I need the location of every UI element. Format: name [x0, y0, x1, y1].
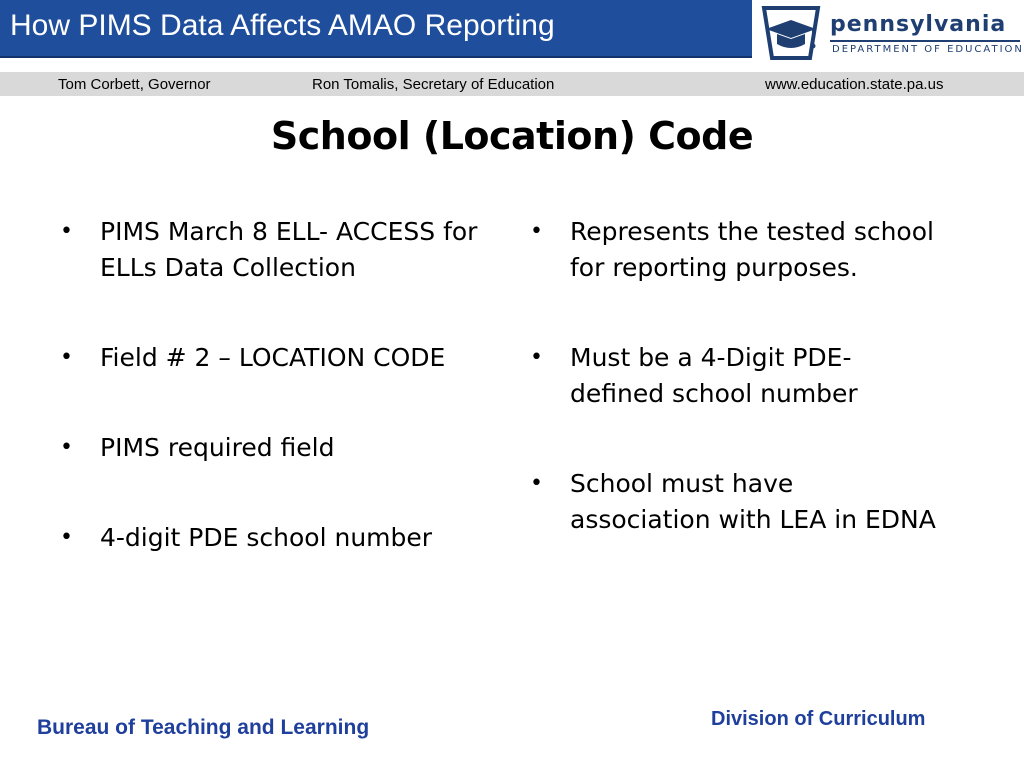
bullet-icon: •: [530, 471, 543, 496]
presentation-title: How PIMS Data Affects AMAO Reporting: [10, 9, 555, 42]
logo-divider: [830, 40, 1020, 42]
list-item: [60, 430, 500, 466]
left-bullet-list: [60, 214, 500, 610]
list-item: [530, 340, 940, 412]
footer-bureau: Bureau of Teaching and Learning: [37, 716, 370, 739]
governor-text: Tom Corbett, Governor: [58, 76, 211, 93]
list-item: [530, 466, 940, 538]
bullet-text: Represents the tested school for reporting purposes.: [570, 217, 934, 282]
bullet-icon: •: [530, 345, 543, 370]
bullet-text: 4-digit PDE school number: [100, 523, 433, 552]
secretary-text: Ron Tomalis, Secretary of Education: [312, 76, 555, 93]
list-item: [60, 340, 500, 376]
bullet-icon: •: [60, 345, 73, 370]
slide-title: School (Location) Code: [270, 114, 754, 158]
footer-division: Division of Curriculum: [711, 708, 926, 730]
pa-education-logo: [752, 0, 1024, 66]
bullet-text: PIMS March 8 ELL- ACCESS for ELLs Data Collection: [100, 217, 478, 282]
bullet-icon: •: [60, 525, 73, 550]
bullet-text: PIMS required field: [100, 433, 335, 462]
bullet-text: Field # 2 – LOCATION CODE: [100, 343, 446, 372]
bullet-text: Must be a 4-Digit PDE-defined school number: [570, 343, 858, 408]
right-bullet-list: [530, 214, 940, 592]
list-item: [60, 214, 500, 286]
logo-wordmark: pennsylvania: [830, 12, 1007, 37]
website-link[interactable]: www.education.state.pa.us: [765, 76, 944, 93]
list-item: [530, 214, 940, 286]
logo-subtitle: DEPARTMENT OF EDUCATION: [832, 44, 1024, 55]
bullet-text: School must have association with LEA in EDNA: [570, 469, 936, 534]
bullet-icon: •: [60, 219, 73, 244]
header-banner: [0, 0, 752, 58]
bullet-icon: •: [530, 219, 543, 244]
info-bar: [0, 72, 1024, 96]
keystone-mortarboard-icon: [758, 4, 824, 62]
list-item: [60, 520, 500, 556]
bullet-icon: •: [60, 435, 73, 460]
